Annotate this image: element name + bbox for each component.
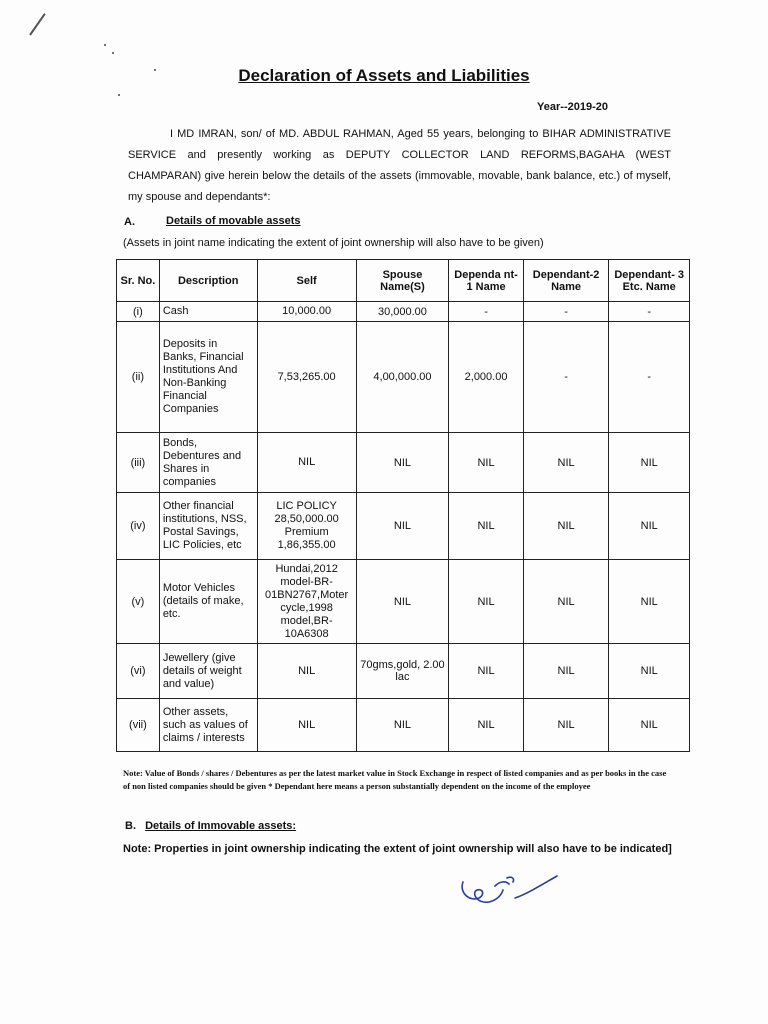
section-a-note: (Assets in joint name indicating the extent of joint ownership will also have to be given) bbox=[123, 237, 544, 249]
header-self: Self bbox=[257, 260, 356, 302]
table-row bbox=[117, 493, 690, 560]
cell-dependant-3: NIL bbox=[609, 560, 690, 644]
cell-dependant-2: NIL bbox=[523, 493, 609, 560]
cell-dependant-1: 2,000.00 bbox=[449, 322, 523, 433]
cell-dependant-1: - bbox=[449, 302, 523, 322]
table-row bbox=[117, 322, 690, 433]
cell-self: 7,53,265.00 bbox=[257, 322, 356, 433]
cell-description: Jewellery (give details of weight and value) bbox=[159, 644, 257, 699]
scan-speck bbox=[112, 52, 114, 54]
cell-self: LIC POLICY 28,50,000.00 Premium 1,86,355.00 bbox=[257, 493, 356, 560]
cell-dependant-3: NIL bbox=[609, 644, 690, 699]
cell-dependant-3: NIL bbox=[609, 493, 690, 560]
table-row bbox=[117, 560, 690, 644]
cell-sr: (ii) bbox=[117, 322, 160, 433]
cell-description: Cash bbox=[159, 302, 257, 322]
year-label: Year--2019-20 bbox=[537, 101, 608, 113]
cell-description: Other financial institutions, NSS, Postal Savings, LIC Policies, etc bbox=[159, 493, 257, 560]
cell-spouse: 30,000.00 bbox=[356, 302, 449, 322]
cell-dependant-2: - bbox=[523, 322, 609, 433]
cell-sr: (iv) bbox=[117, 493, 160, 560]
scan-mark bbox=[29, 13, 46, 35]
cell-dependant-1: NIL bbox=[449, 493, 523, 560]
cell-sr: (vi) bbox=[117, 644, 160, 699]
cell-dependant-2: - bbox=[523, 302, 609, 322]
declaration-paragraph: I MD IMRAN, son/ of MD. ABDUL RAHMAN, Aged 55 years, belonging to BIHAR ADMINISTRATIVE SERVICE and presently working as DEPUTY COLLECTOR LAND REFORMS,BAGAHA (WEST CHAMPARAN) give herein below the details of the assets (immovable, movable, bank balance, etc.) of myself, my spouse and dependants*: bbox=[128, 128, 671, 203]
cell-dependant-1: NIL bbox=[449, 699, 523, 752]
cell-spouse: 4,00,000.00 bbox=[356, 322, 449, 433]
cell-dependant-3: NIL bbox=[609, 699, 690, 752]
table-row bbox=[117, 644, 690, 699]
section-a-letter: A. bbox=[124, 216, 135, 228]
section-b-title: Details of Immovable assets: bbox=[145, 820, 297, 832]
cell-description: Other assets, such as values of claims / interests bbox=[159, 699, 257, 752]
cell-dependant-1: NIL bbox=[449, 644, 523, 699]
cell-dependant-3: - bbox=[609, 322, 690, 433]
table-row bbox=[117, 699, 690, 752]
cell-dependant-1: NIL bbox=[449, 560, 523, 644]
movable-assets-table bbox=[116, 259, 690, 752]
cell-dependant-2: NIL bbox=[523, 699, 609, 752]
cell-spouse: NIL bbox=[356, 560, 449, 644]
section-a-title: Details of movable assets bbox=[166, 215, 301, 227]
table-row bbox=[117, 433, 690, 493]
cell-self: NIL bbox=[257, 699, 356, 752]
cell-sr: (i) bbox=[117, 302, 160, 322]
document-title: Declaration of Assets and Liabilities bbox=[238, 66, 530, 85]
scan-speck bbox=[104, 44, 106, 46]
cell-spouse: NIL bbox=[356, 699, 449, 752]
immovable-note: Note: Properties in joint ownership indicating the extent of joint ownership will also have to be indicated] bbox=[123, 843, 672, 855]
cell-dependant-2: NIL bbox=[523, 644, 609, 699]
signature-icon bbox=[455, 868, 565, 913]
cell-dependant-2: NIL bbox=[523, 560, 609, 644]
cell-dependant-2: NIL bbox=[523, 433, 609, 493]
header-spouse: Spouse Name(S) bbox=[356, 260, 449, 302]
cell-self: Hundai,2012 model-BR-01BN2767,Moter cycle,1998 model,BR-10A6308 bbox=[257, 560, 356, 644]
cell-description: Deposits in Banks, Financial Institutions And Non-Banking Financial Companies bbox=[159, 322, 257, 433]
cell-description: Bonds, Debentures and Shares in companies bbox=[159, 433, 257, 493]
header-description: Description bbox=[159, 260, 257, 302]
cell-dependant-3: - bbox=[609, 302, 690, 322]
cell-self: 10,000.00 bbox=[257, 302, 356, 322]
header-dependant-3: Dependant- 3 Etc. Name bbox=[609, 260, 690, 302]
valuation-footnote: Note: Value of Bonds / shares / Debentures as per the latest market value in Stock Exchange in respect of listed companies and as per books in the case of non listed companies should be given * Dependant here means a person substantially dependent on the income of the employee bbox=[123, 768, 667, 791]
table-header-row bbox=[117, 260, 690, 302]
cell-spouse: NIL bbox=[356, 493, 449, 560]
header-dependant-1: Dependa nt-1 Name bbox=[449, 260, 523, 302]
cell-sr: (iii) bbox=[117, 433, 160, 493]
cell-sr: (v) bbox=[117, 560, 160, 644]
header-dependant-2: Dependant-2 Name bbox=[523, 260, 609, 302]
cell-self: NIL bbox=[257, 644, 356, 699]
cell-description: Motor Vehicles (details of make, etc. bbox=[159, 560, 257, 644]
cell-dependant-1: NIL bbox=[449, 433, 523, 493]
scan-speck bbox=[118, 94, 120, 96]
header-sr-no: Sr. No. bbox=[117, 260, 160, 302]
cell-dependant-3: NIL bbox=[609, 433, 690, 493]
cell-sr: (vii) bbox=[117, 699, 160, 752]
cell-spouse: NIL bbox=[356, 433, 449, 493]
cell-spouse: 70gms,gold, 2.00 lac bbox=[356, 644, 449, 699]
section-b-letter: B. bbox=[125, 820, 136, 832]
table-row bbox=[117, 302, 690, 322]
cell-self: NIL bbox=[257, 433, 356, 493]
section-b-heading bbox=[125, 820, 296, 832]
